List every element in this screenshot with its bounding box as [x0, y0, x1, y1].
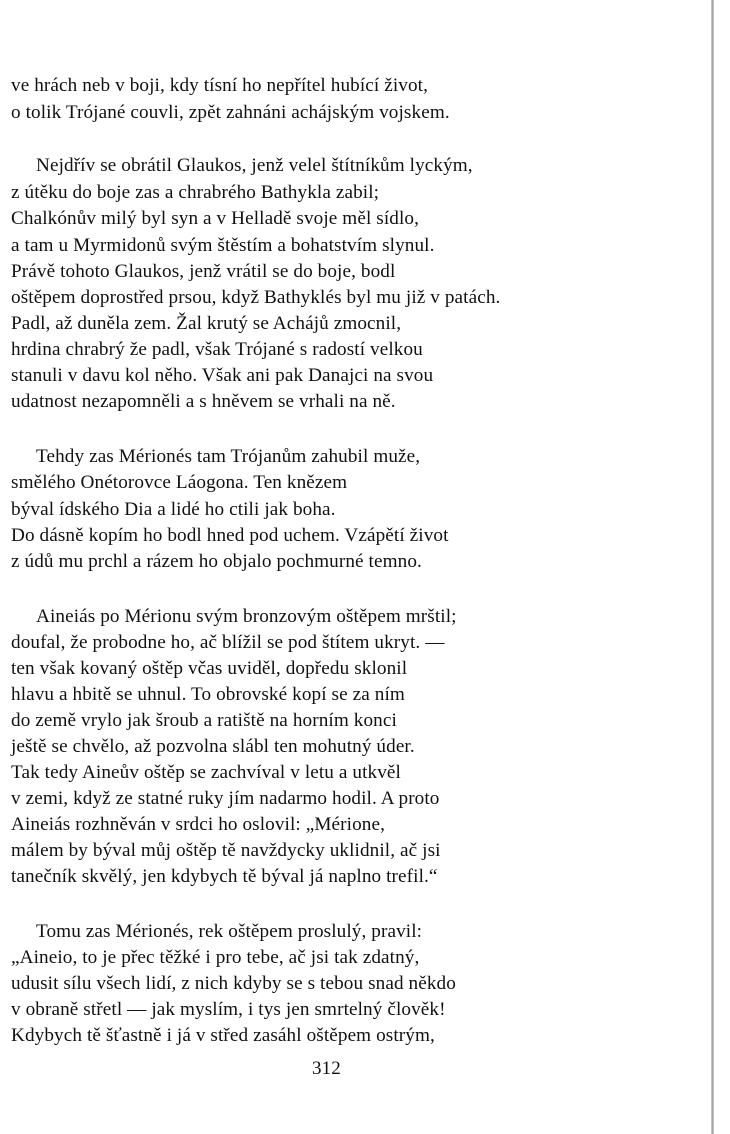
verse-line: Tak tedy Aineův oštěp se zachvíval v letu a utkvěl — [11, 762, 401, 783]
verse-line: z útěku do boje zas a chrabrého Bathykla zabil; — [11, 182, 380, 203]
verse-line: Kdybych tě šťastně i já v střed zasáhl oštěpem ostrým, — [11, 1025, 435, 1046]
verse-line: hrdina chrabrý že padl, však Trójané s radostí velkou — [11, 339, 423, 360]
verse-line: v zemi, když ze statné ruky jím nadarmo hodil. A proto — [11, 788, 440, 809]
verse-line: v obraně střetl — jak myslím, i tys jen smrtelný člověk! — [11, 999, 446, 1020]
verse-line: Nejdřív se obrátil Glaukos, jenž velel štítníkům lyckým, — [36, 155, 473, 176]
verse-line: stanuli v davu kol něho. Však ani pak Danajci na svou — [11, 365, 434, 386]
verse-line: Právě tohoto Glaukos, jenž vrátil se do boje, bodl — [11, 261, 396, 282]
verse-line: doufal, že probodne ho, ač blížil se pod štítem ukryt. — — [11, 632, 445, 653]
verse-line: ten však kovaný oštěp včas uviděl, dopředu sklonil — [11, 658, 408, 679]
verse-line: oštěpem doprostřed prsou, když Bathyklés byl mu již v patách. — [11, 287, 501, 308]
verse-line: ve hrách neb v boji, kdy tísní ho nepřítel hubící život, — [11, 75, 428, 96]
verse-line: o tolik Trójané couvli, zpět zahnáni achájským vojskem. — [11, 102, 450, 123]
verse-line: Chalkónův milý byl syn a v Helladě svoje měl sídlo, — [11, 208, 419, 229]
verse-line: býval ídského Dia a lidé ho ctili jak boha. — [11, 499, 336, 520]
verse-line: Aineiás rozhněván v srdci ho oslovil: „Mérione, — [11, 814, 385, 835]
verse-line: Tomu zas Mérionés, rek oštěpem proslulý, pravil: — [36, 921, 423, 942]
verse-line: do země vrylo jak šroub a ratiště na horním konci — [11, 710, 397, 731]
verse-line: udatnost nezapomněli a s hněvem se vrhali na ně. — [11, 391, 396, 412]
verse-line: „Aineio, to je přec těžké i pro tebe, ač jsi tak zdatný, — [11, 947, 420, 968]
verse-line: Tehdy zas Mérionés tam Trójanům zahubil muže, — [36, 446, 421, 467]
verse-line: hlavu a hbitě se uhnul. To obrovské kopí se za ním — [11, 684, 405, 705]
verse-line: Do dásně kopím ho bodl hned pod uchem. Vzápětí život — [11, 525, 449, 546]
verse-line: a tam u Myrmidonů svým štěstím a bohatstvím slynul. — [11, 235, 435, 256]
page-edge-shadow — [711, 0, 714, 1134]
verse-line: tanečník skvělý, jen kdybych tě býval já naplno trefil.“ — [11, 866, 438, 887]
verse-line: Padl, až duněla zem. Žal krutý se Achájů zmocnil, — [11, 313, 402, 334]
verse-line: z údů mu prchl a rázem ho objalo pochmurné temno. — [11, 551, 422, 572]
verse-line: ještě se chvělo, až pozvolna slábl ten mohutný úder. — [11, 736, 415, 757]
page-number: 312 — [312, 1058, 341, 1079]
verse-line: málem by býval můj oštěp tě navždycky uklidnil, ač jsi — [11, 840, 441, 861]
verse-line: udusit sílu všech lidí, z nich kdyby se s tebou snad někdo — [11, 973, 456, 994]
verse-line: Aineiás po Mérionu svým bronzovým oštěpem mrštil; — [36, 606, 457, 627]
verse-line: smělého Onétorovce Láogona. Ten knězem — [11, 472, 348, 493]
